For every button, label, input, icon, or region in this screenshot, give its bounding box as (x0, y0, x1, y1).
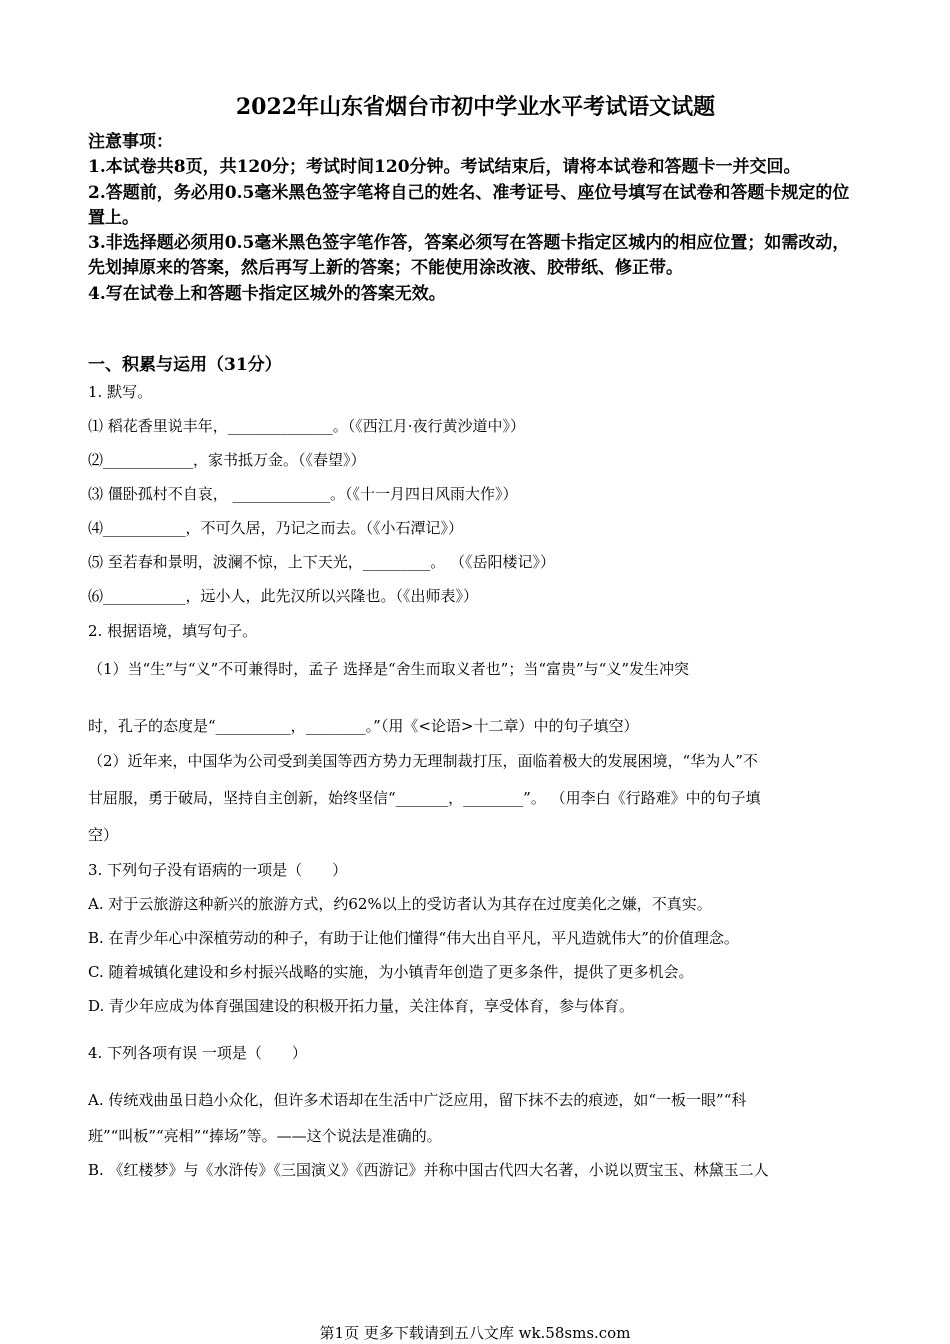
question-3-option: B. 在青少年心中深植劳动的种子，有助于让他们懂得“伟大出自平凡，平凡造就伟大”的价值理念。 (88, 929, 739, 947)
question-3-option: A. 对于云旅游这种新兴的旅游方式，约62%以上的受访者认为其存在过度美化之嫌，不真实。 (88, 895, 712, 913)
notice-item: 3.非选择题必须用0.5毫米黑色签字笔作答，答案必须写在答题卡指定区城内的相应位置；如需改动，先划掉原来的答案，然后再写上新的答案；不能使用涂改液、胶带纸、修正带。 (88, 233, 850, 279)
page-title: 2022年山东省烟台市初中学业水平考试语文试题 (235, 94, 716, 120)
question-1-item: ⑶ 僵卧孤村不自哀， _____________。（《十一月四日风雨大作》） (88, 485, 518, 503)
question-3-option: D. 青少年应成为体育强国建设的积极开拓力量，关注体育，享受体育，参与体育。 (88, 997, 635, 1015)
question-2-part-2: 空） (88, 826, 119, 844)
question-2-stem: 2. 根据语境，填写句子。 (88, 622, 258, 640)
page-footer: 第1页 更多下载请到五八文库 wk.58sms.com (319, 1324, 631, 1342)
question-2-part-2: （2）近年来，中国华为公司受到美国等西方势力无理制裁打压，面临着极大的发展困境，“华为人”不 (88, 752, 758, 770)
question-4-option: 班”“叫板”“亮相”“捧场”等。——这个说法是准确的。 (88, 1127, 442, 1145)
question-2-part-1: 时，孔子的态度是“__________，________。”（用《<论语>十二章）中的句子填空） (88, 717, 639, 735)
question-3-stem: 3. 下列句子没有语病的一项是（ ） (88, 861, 348, 879)
question-1-item: ⑹___________，远小人，此先汉所以兴隆也。（《出师表》） (88, 587, 479, 605)
notice-item: 2.答题前，务必用0.5毫米黑色签字笔将自己的姓名、准考证号、座位号填写在试卷和答题卡规定的位置上。 (88, 182, 850, 228)
question-2-part-2: 甘屈服，勇于破局，坚持自主创新，始终坚信“_______，________”。 （用李白《行路难》中的句子填 (88, 789, 761, 807)
question-1-item: ⑷___________，不可久居，乃记之而去。（《小石潭记》） (88, 519, 464, 537)
notice-item: 1.本试卷共8页，共120分；考试时间120分钟。考试结束后，请将本试卷和答题卡一并交回。 (88, 157, 801, 178)
question-1-item: ⑵____________，家书抵万金。（《春望》） (88, 451, 366, 469)
notice-block (88, 130, 863, 307)
question-1-item: ⑴ 稻花香里说丰年，______________。（《西江月·夜行黄沙道中》） (88, 417, 526, 435)
question-1-stem: 1. 默写。 (88, 383, 153, 401)
question-2-part-1: （1）当“生”与“义”不可兼得时，孟子 选择是“舍生而取义者也”；当“富贵”与“义”发生冲突 (88, 660, 689, 678)
notice-item: 4.写在试卷上和答题卡指定区城外的答案无效。 (88, 283, 446, 304)
question-4-option: B. 《红楼梦》与《水浒传》《三国演义》《西游记》并称中国古代四大名著，小说以贾宝玉、林黛玉二人 (88, 1161, 769, 1179)
question-3-option: C. 随着城镇化建设和乡村振兴战略的实施，为小镇青年创造了更多条件，提供了更多机会。 (88, 963, 694, 981)
question-1-item: ⑸ 至若春和景明，波澜不惊，上下天光，_________。 （《岳阳楼记》） (88, 553, 556, 571)
section-heading: 一、积累与运用（31分） (88, 355, 282, 375)
question-4-option: A. 传统戏曲虽日趋小众化，但许多术语却在生活中广泛应用，留下抹不去的痕迹，如“一板一眼”“科 (88, 1091, 747, 1109)
question-4-stem: 4. 下列各项有误 一项是（ ） (88, 1044, 307, 1062)
notice-heading: 注意事项： (88, 132, 173, 152)
